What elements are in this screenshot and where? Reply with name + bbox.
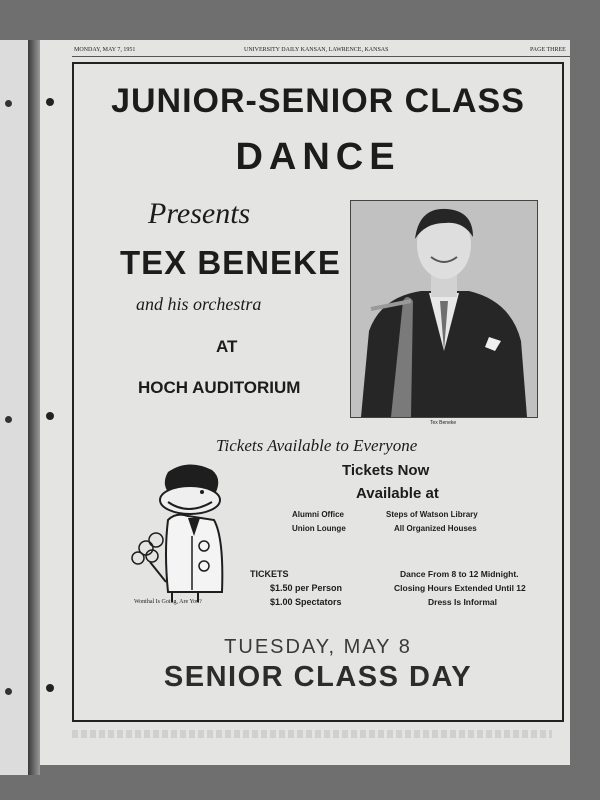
masthead [72,47,570,57]
binding-hole-icon [46,98,54,106]
tickets-script: Tickets Available to Everyone [216,436,418,455]
location-left-2: Union Lounge [292,524,346,533]
at-text: AT [216,337,238,356]
masthead-paper: UNIVERSITY DAILY KANSAN, LAWRENCE, KANSAS [244,47,389,53]
adjacent-page-edge [0,40,28,775]
newspaper-page [40,40,570,765]
tickets-now-line2: Available at [356,485,439,502]
binding-hole-icon [5,100,12,107]
ad-title-line1: JUNIOR-SENIOR CLASS [111,82,525,120]
binding-hole-icon [46,412,54,420]
binding-hole-icon [46,684,54,692]
price-person: $1.50 per Person [270,583,343,593]
info-closing-hours: Closing Hours Extended Until 12 [394,583,526,593]
orchestra-text: and his orchestra [136,294,262,314]
info-dress: Dress Is Informal [428,597,497,607]
info-dance-time: Dance From 8 to 12 Midnight. [400,569,519,579]
binding-hole-icon [5,416,12,423]
artist-name: TEX BENEKE [120,244,341,281]
photo-caption: Tex Beneke [430,420,457,426]
tickets-heading: TICKETS [250,569,289,579]
masthead-page: PAGE THREE [530,47,566,53]
venue-name: HOCH AUDITORIUM [138,378,301,397]
saxophonist-photo-icon [350,200,538,418]
tickets-now-line1: Tickets Now [342,462,430,479]
location-right-1: Steps of Watson Library [386,510,478,519]
event-date: TUESDAY, MAY 8 [224,636,412,658]
binding-hole-icon [5,688,12,695]
price-spectators: $1.00 Spectators [270,597,342,607]
presents-text: Presents [148,197,251,230]
page-gutter [28,40,40,775]
masthead-date: MONDAY, MAY 7, 1951 [74,47,136,53]
faint-footer-text [72,730,552,738]
ad-title-line2: DANCE [235,136,401,178]
location-right-2: All Organized Houses [394,524,477,533]
cartoon-man-icon [128,462,228,602]
dance-advertisement [72,62,564,722]
location-left-1: Alumni Office [292,510,345,519]
cartoon-caption: Wonthal Is Going, Are You? [134,599,202,605]
senior-class-day: SENIOR CLASS DAY [163,661,473,693]
